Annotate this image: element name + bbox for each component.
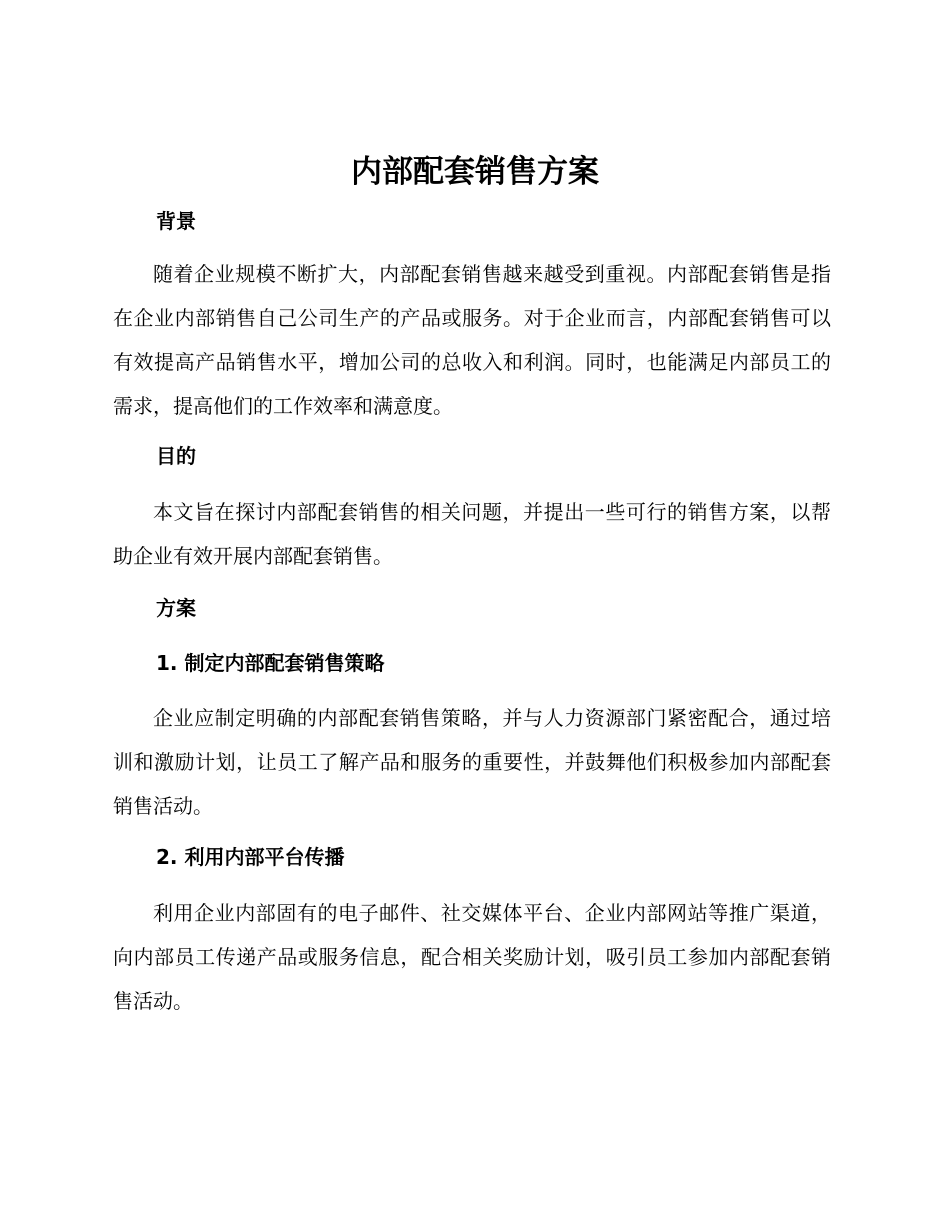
subsection-paragraph-strategy: 企业应制定明确的内部配套销售策略，并与人力资源部门紧密配合，通过培训和激励计划，让员工了解产品和服务的重要性，并鼓舞他们积极参加内部配套销售活动。: [113, 706, 831, 818]
section-heading-background: 背景: [156, 209, 196, 233]
section-heading-plan: 方案: [156, 596, 196, 620]
section-heading-purpose: 目的: [156, 444, 196, 468]
section-paragraph-purpose: 本文旨在探讨内部配套销售的相关问题，并提出一些可行的销售方案，以帮助企业有效开展内部配套销售。: [113, 500, 831, 568]
subsection-paragraph-internal-platform: 利用企业内部固有的电子邮件、社交媒体平台、企业内部网站等推广渠道，向内部员工传递产品或服务信息，配合相关奖励计划，吸引员工参加内部配套销售活动。: [113, 901, 831, 1013]
subsection-heading-internal-platform: 2. 利用内部平台传播: [156, 845, 345, 869]
subsection-heading-strategy: 1. 制定内部配套销售策略: [156, 651, 385, 675]
document-title: 内部配套销售方案: [351, 154, 599, 190]
section-paragraph-background: 随着企业规模不断扩大，内部配套销售越来越受到重视。内部配套销售是指在企业内部销售自己公司生产的产品或服务。对于企业而言，内部配套销售可以有效提高产品销售水平，增加公司的总收入和利润。同时，也能满足内部员工的需求，提高他们的工作效率和满意度。: [113, 262, 831, 418]
